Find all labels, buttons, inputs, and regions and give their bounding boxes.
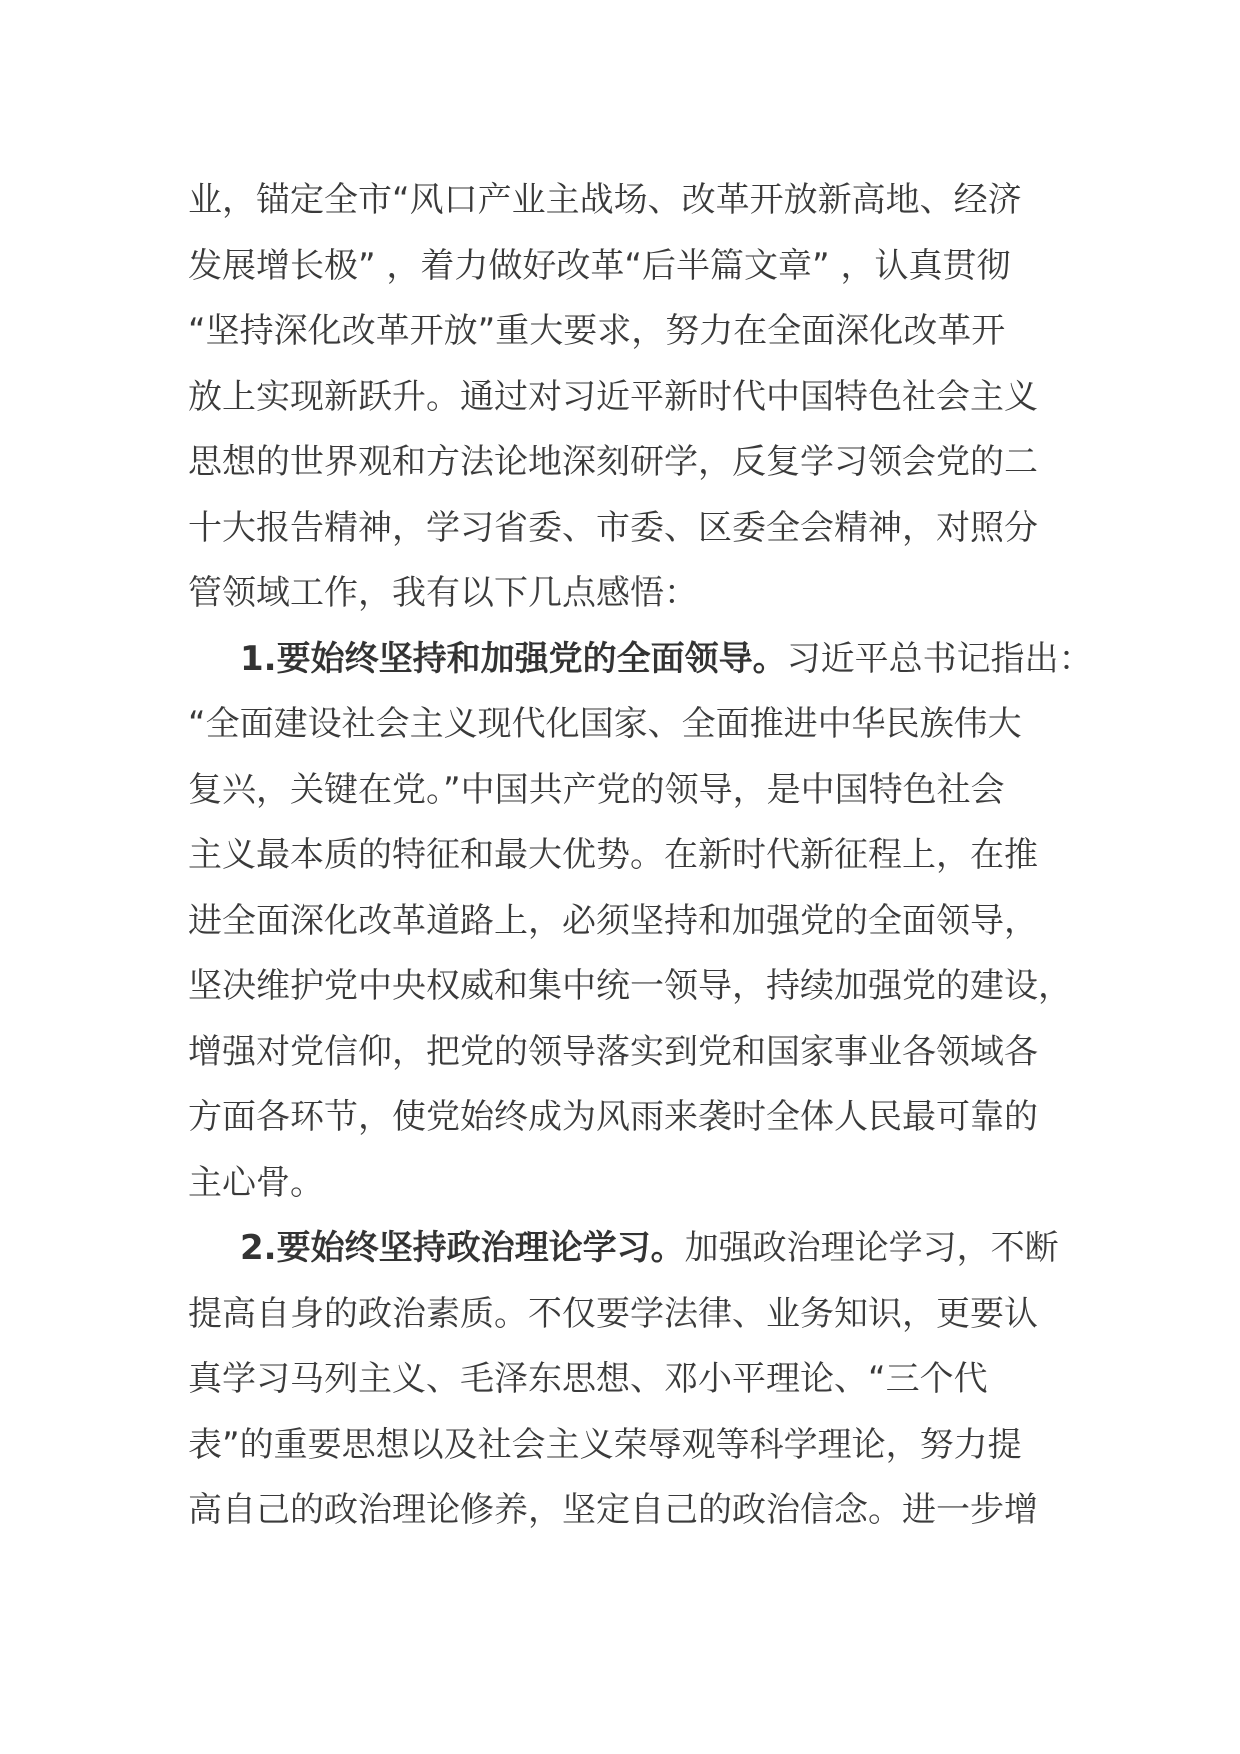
body-text-line: “坚持深化改革开放”重大要求，努力在全面深化改革开: [188, 311, 1006, 351]
point-1-first-line: [188, 627, 1093, 693]
document-body: [188, 168, 1093, 1544]
body-text-line: 进全面深化改革道路上，必须坚持和加强党的全面领导，: [188, 900, 1038, 941]
point-1-lead-text: 习近平总书记指出：: [786, 638, 1093, 679]
body-text-line: 提高自身的政治素质。不仅要学法律、业务知识，更要认: [188, 1293, 1038, 1334]
body-text-line: 管领域工作，我有以下几点感悟：: [188, 573, 698, 613]
body-text-line: 增强对党信仰，把党的领导落实到党和国家事业各领域各: [188, 1031, 1038, 1072]
body-text-line: 主义最本质的特征和最大优势。在新时代新征程上，在推: [188, 835, 1038, 875]
body-text-line: 复兴，关键在党。”中国共产党的领导，是中国特色社会: [188, 769, 1005, 810]
body-text-line: 方面各环节，使党始终成为风雨来袭时全体人民最可靠的: [188, 1097, 1038, 1137]
body-text-line: 业，锚定全市“风口产业主战场、改革开放新高地、经济: [188, 180, 1022, 220]
body-text-line: 真学习马列主义、毛泽东思想、邓小平理论、“三个代: [188, 1359, 988, 1399]
body-text-line: 坚决维护党中央权威和集中统一领导，持续加强党的建设，: [188, 966, 1072, 1006]
body-text-line: 十大报告精神，学习省委、市委、区委全会精神，对照分: [188, 507, 1038, 548]
point-2-heading: 2.要始终坚持政治理论学习。: [240, 1228, 685, 1268]
body-text-line: 表”的重要思想以及社会主义荣辱观等科学理论，努力提: [188, 1424, 1022, 1465]
body-text-line: 思想的世界观和方法论地深刻研学，反复学习领会党的二: [188, 442, 1038, 482]
point-1-heading: 1.要始终坚持和加强党的全面领导。: [240, 638, 787, 679]
point-2-lead-text: 加强政治理论学习，不断: [684, 1228, 1059, 1268]
body-text-line: 高自己的政治理论修养，坚定自己的政治信念。进一步增: [188, 1490, 1038, 1530]
point-2-first-line: [188, 1216, 1068, 1282]
body-text-line: 发展增长极” ，着力做好改革“后半篇文章” ，认真贯彻: [188, 245, 1011, 286]
body-text-line: 放上实现新跃升。通过对习近平新时代中国特色社会主义: [188, 376, 1038, 417]
body-text-line: 主心骨。: [188, 1162, 324, 1203]
body-text-line: “全面建设社会主义现代化国家、全面推进中华民族伟大: [188, 704, 1022, 744]
